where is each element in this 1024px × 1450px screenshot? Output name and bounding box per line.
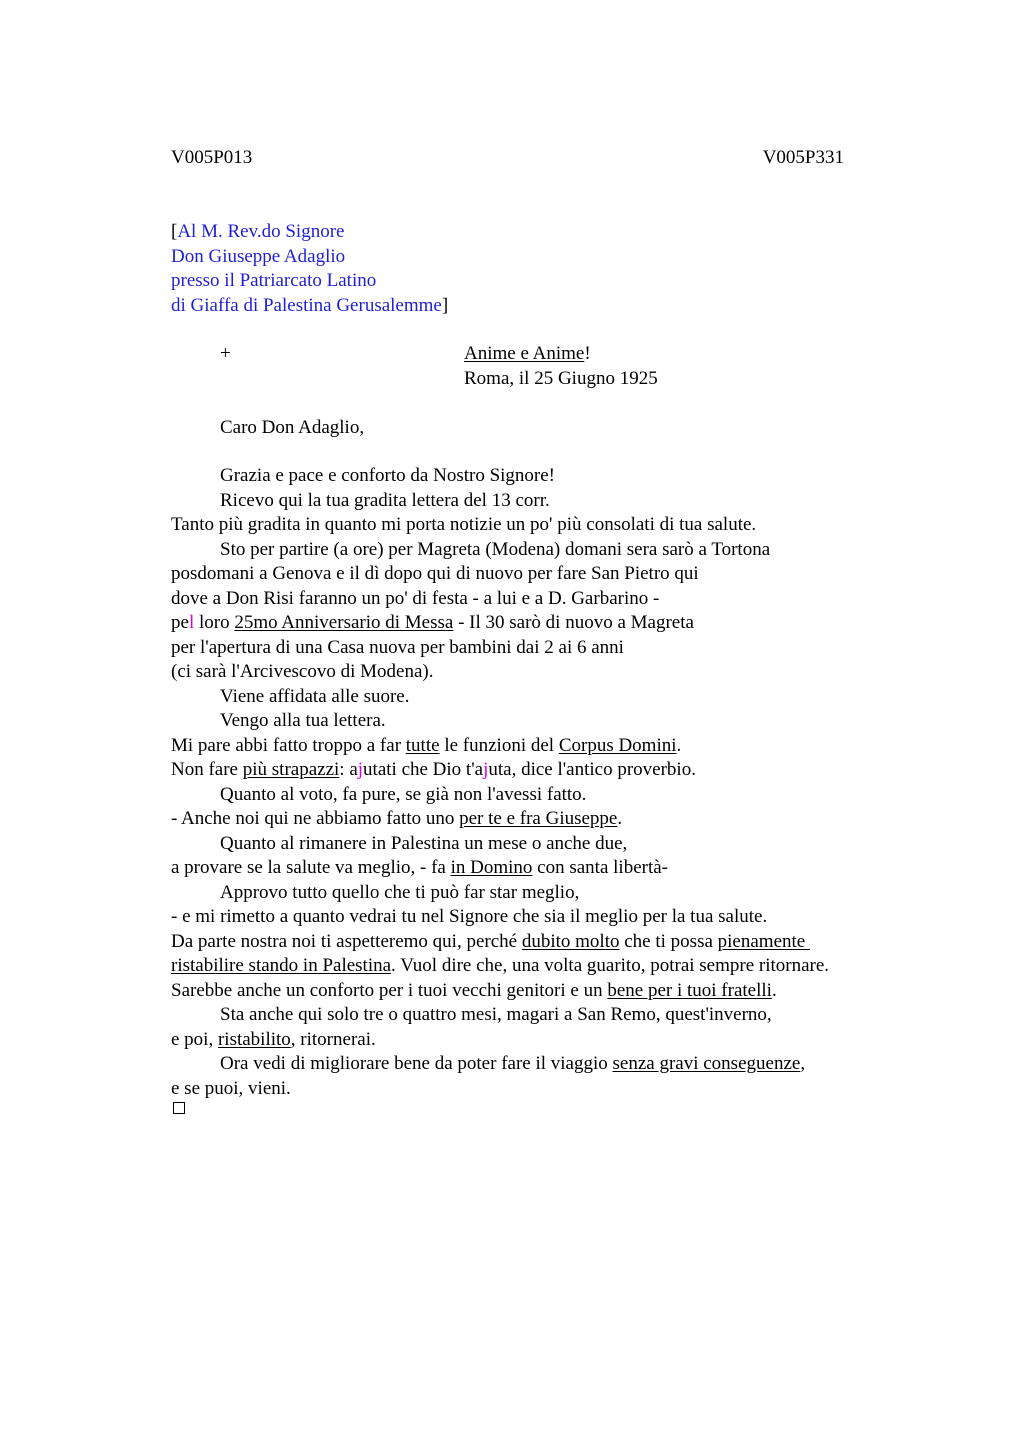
text-run: uta, dice l'antico proverbio.	[488, 759, 696, 780]
text-run: . Vuol dire che, una volta guarito, potrai sempre ritornare.	[391, 955, 830, 976]
body-line-25	[220, 1052, 805, 1076]
place-date: Roma, il 25 Giugno 1925	[464, 368, 658, 389]
text-run: : a	[339, 759, 358, 780]
text-run: che ti possa	[619, 931, 718, 952]
underlined-phrase: in Domino	[450, 857, 533, 878]
body-line-24	[171, 1028, 376, 1052]
address-line-2: Don Giuseppe Adaglio	[171, 246, 346, 267]
underlined-phrase: ristabilire stando in Palestina	[171, 955, 392, 976]
end-marker-box-icon	[173, 1102, 185, 1114]
text-run: - Il 30 sarò di nuovo a Magreta	[453, 612, 694, 633]
motto-punct: !	[584, 343, 591, 364]
body-line-1: Grazia e pace e conforto da Nostro Signore!	[220, 465, 555, 486]
text-run: le funzioni del	[439, 735, 559, 756]
address-close-bracket: ]	[441, 295, 449, 316]
address-line-1	[171, 220, 344, 244]
cross-mark: +	[220, 343, 231, 364]
text-run: Sarebbe anche un conforto per i tuoi vecchi genitori e un	[171, 980, 608, 1001]
text-run: ,	[800, 1053, 806, 1074]
address-recipient-title: Al M. Rev.do Signore	[177, 221, 345, 242]
body-line-20	[171, 930, 810, 954]
body-line-11: Vengo alla tua lettera.	[220, 710, 386, 731]
body-line-7	[171, 611, 694, 635]
doc-code-left: V005P013	[171, 147, 253, 168]
text-run: loro	[194, 612, 235, 633]
body-line-3: Tanto più gradita in quanto mi porta notizie un po' più consolati di tua salute.	[171, 514, 757, 535]
body-line-2: Ricevo qui la tua gradita lettera del 13 corr.	[220, 490, 550, 511]
body-line-14: Quanto al voto, fa pure, se già non l'avessi fatto.	[220, 784, 587, 805]
body-line-16: Quanto al rimanere in Palestina un mese o anche due,	[220, 833, 628, 854]
address-city: di Giaffa di Palestina Gerusalemme	[171, 295, 442, 316]
body-line-6: dove a Don Risi faranno un po' di festa - a lui e a D. Garbarino -	[171, 588, 660, 609]
underlined-phrase: dubito molto	[521, 931, 620, 952]
body-line-10: Viene affidata alle suore.	[220, 686, 410, 707]
underlined-phrase: bene per i tuoi fratelli	[607, 980, 772, 1001]
text-run: .	[771, 980, 777, 1001]
motto	[464, 342, 591, 366]
body-line-9: (ci sarà l'Arcivescovo di Modena).	[171, 661, 434, 682]
text-run: a provare se la salute va meglio, - fa	[171, 857, 451, 878]
address-line-3: presso il Patriarcato Latino	[171, 270, 377, 291]
text-run: e poi,	[171, 1029, 218, 1050]
address-line-4	[171, 294, 448, 318]
body-line-18: Approvo tutto quello che ti può far star meglio,	[220, 882, 580, 903]
body-line-4: Sto per partire (a ore) per Magreta (Modena) domani sera sarò a Tortona	[220, 539, 771, 560]
underlined-phrase: più strapazzi	[242, 759, 340, 780]
body-line-23: Sta anche qui solo tre o quattro mesi, magari a San Remo, quest'inverno,	[220, 1004, 772, 1025]
salutation: Caro Don Adaglio,	[220, 417, 365, 438]
text-run: Ora vedi di migliorare bene da poter fare il viaggio	[220, 1053, 613, 1074]
body-line-8: per l'apertura di una Casa nuova per bambini dai 2 ai 6 anni	[171, 637, 624, 658]
text-run: Da parte nostra noi ti aspetteremo qui, perché	[171, 931, 522, 952]
doc-code-right: V005P331	[762, 147, 844, 168]
text-run: utati che Dio t'a	[363, 759, 484, 780]
text-run: Non fare	[171, 759, 243, 780]
underlined-phrase: Corpus Domini	[558, 735, 677, 756]
body-line-5: posdomani a Genova e il dì dopo qui di nuovo per fare San Pietro qui	[171, 563, 699, 584]
body-line-22	[171, 979, 777, 1003]
highlighted-letter: l	[188, 612, 195, 633]
text-run: .	[617, 808, 623, 829]
body-line-15	[171, 807, 622, 831]
underlined-phrase: 25mo Anniversario di Messa	[234, 612, 454, 633]
body-line-19: - e mi rimetto a quanto vedrai tu nel Signore che sia il meglio per la tua salute.	[171, 906, 768, 927]
motto-text: Anime e Anime	[464, 343, 585, 364]
text-run: - Anche noi qui ne abbiamo fatto uno	[171, 808, 460, 829]
body-line-12	[171, 734, 681, 758]
body-line-26: e se puoi, vieni.	[171, 1078, 291, 1099]
underlined-phrase: per te e fra Giuseppe	[459, 808, 618, 829]
address-open-bracket: [	[171, 221, 178, 242]
text-run: .	[676, 735, 682, 756]
body-line-13	[171, 758, 696, 782]
text-run: Mi pare abbi fatto troppo a far	[171, 735, 406, 756]
underlined-phrase: ristabilito	[217, 1029, 291, 1050]
highlighted-letter: j	[483, 759, 489, 780]
text-run: con santa libertà-	[532, 857, 669, 878]
text-run: , ritornerai.	[290, 1029, 376, 1050]
underlined-phrase: pienamente	[717, 931, 810, 952]
underlined-phrase: senza gravi conseguenze	[612, 1053, 801, 1074]
text-run: pe	[171, 612, 189, 633]
body-line-17	[171, 856, 668, 880]
body-line-21	[171, 954, 829, 978]
highlighted-letter: j	[357, 759, 364, 780]
underlined-phrase: tutte	[405, 735, 440, 756]
